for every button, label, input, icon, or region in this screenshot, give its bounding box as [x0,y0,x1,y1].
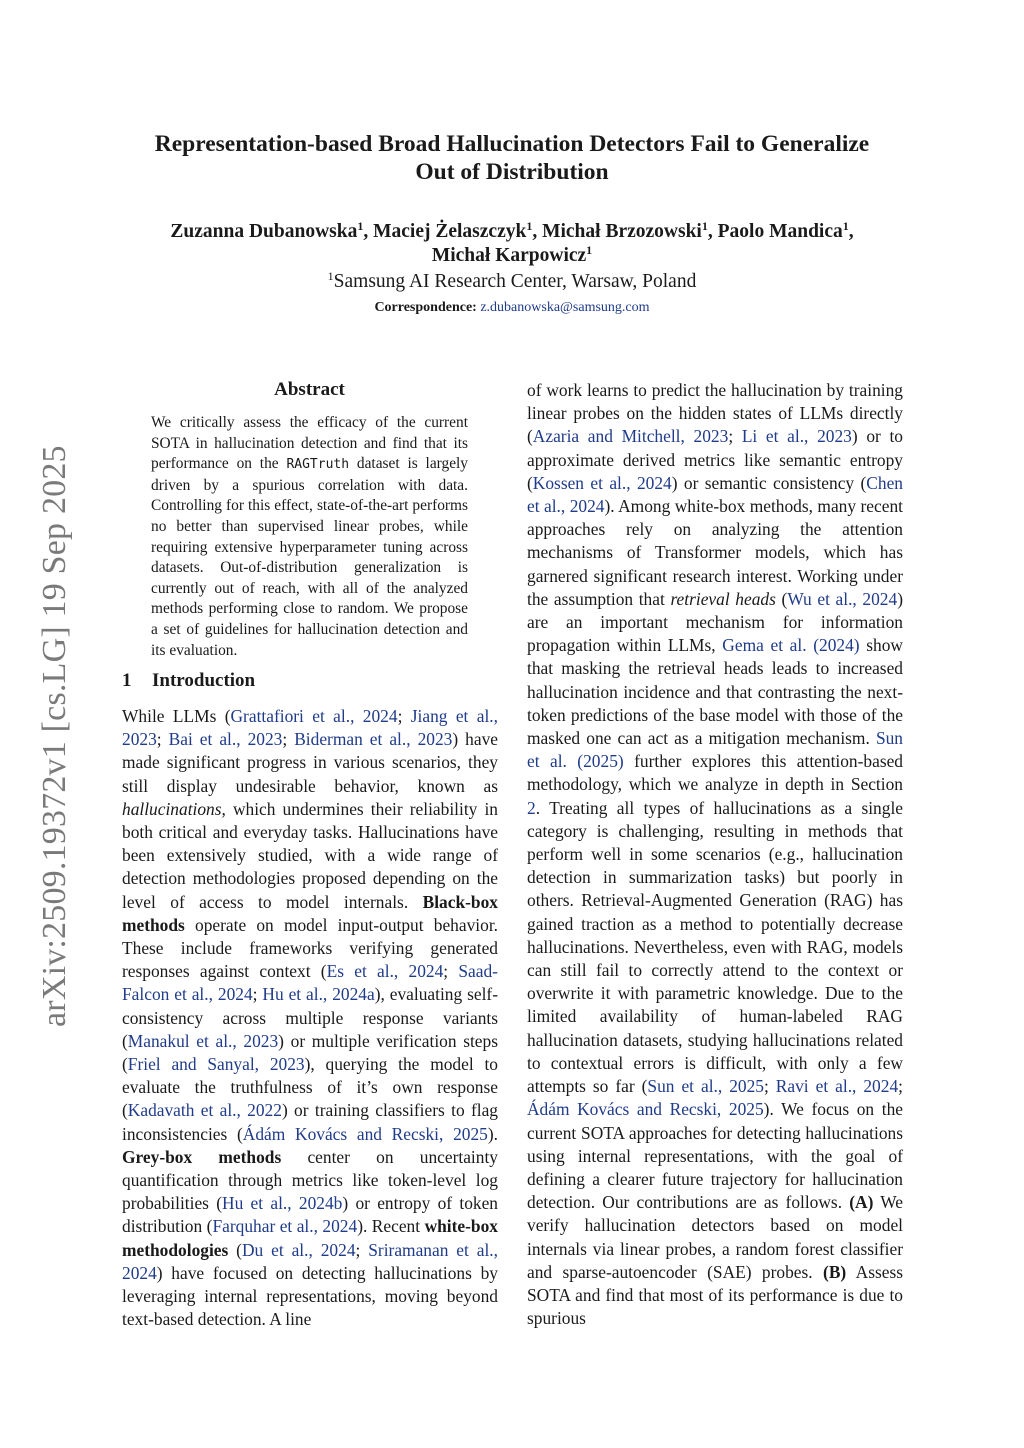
body-text: ; [728,426,742,447]
correspondence [100,298,924,318]
citation-link[interactable]: Farquhar et al., 2024 [212,1216,358,1237]
section-title: Introduction [152,670,256,691]
abstract-text: dataset is largely driven by a spurious correlation with data. Controlling for this effect, state-of-the-art performs no better than supervised linear probes, while requiring extensive hyperparameter tuning across datasets. Out-of-distribution generalization is currently out of reach, with all of the analyzed methods performing close to random. We propose a set of guidelines for hallucination detection and its evaluation. [151,455,468,659]
body-text: ) or to approximate derived metrics like semantic entropy ( [527,426,903,493]
body-text: ). Among white-box methods, many recent approaches rely on analyzing the attention mechanisms of Transformer models, which has garnered significant research interest. Working under the assumption that [527,496,903,609]
intro-right-column [527,379,903,1330]
author-name: Michał Karpowicz [431,245,587,266]
citation-link[interactable]: Wu et al., 2024 [787,588,898,609]
body-text: . Treating all types of hallucinations as a single category is challenging, resulting in methods that perform well in some scenarios (e.g., hallucination detection in summarization tasks) but poorly in others. Retrieval-Augmented Generation (RAG) has gained traction as a method to potentially decrease hallucinations. Nevertheless, even with RAG, models can still fail to correctly attend to the context or overwrite it with parametric knowledge. Due to the limited availability of human-labeled RAG hallucination datasets, studying hallucinations related to contextual errors is difficult, with only a few attempts so far ( [527,797,903,1097]
author-line-1 [100,220,924,244]
body-text: ) or entropy of token distribution ( [122,1193,499,1237]
body-text: ; [355,1239,369,1260]
citation-link[interactable]: Es et al., 2024 [326,961,444,982]
citation-link[interactable]: Sun et al., 2025 [647,1076,764,1097]
author-separator: , [707,221,718,242]
citation-link[interactable]: Saad-Falcon et al., 2024 [122,961,498,1005]
body-text: ) or multiple verification steps ( [122,1030,498,1075]
citation-link[interactable]: 2 [527,797,536,818]
intro-paragraph-left [122,705,498,1331]
citation-link[interactable]: Kossen et al., 2024 [532,472,672,493]
body-text: ), querying the model to evaluate the truthfulness of it’s own response ( [122,1054,498,1121]
citation-link[interactable]: Ravi et al., 2024 [775,1076,899,1097]
citation-link[interactable]: Hu et al., 2024b [222,1193,343,1214]
author-separator: , [363,221,374,242]
body-text: of work learns to predict the hallucination by training linear probes on the hidden states of LLMs directly ( [527,380,903,447]
citation-link[interactable]: Du et al., 2024 [241,1239,356,1260]
body-text: While LLMs ( [122,706,231,726]
citation-link[interactable]: Ádám Kovács and Recski, 2025 [527,1099,764,1120]
abstract-text: We critically assess the efficacy of the current SOTA in hallucination detection and find that its performance on the [151,414,468,473]
citation-link[interactable]: Bai et al., 2023 [168,729,283,750]
body-text: We verify hallucination detectors based on model internals via linear probes, a random forest classifier and sparse-autoencoder (SAE) probes. [527,1192,903,1282]
section-number: 1 [122,670,132,691]
arxiv-identifier [30,430,73,1030]
paper-title [100,130,924,186]
bold-term: white-box methodologies [122,1216,498,1260]
title-line-1: Representation-based Broad Hallucination Detectors Fail to Generalize [154,131,870,157]
body-text: ( [228,1239,242,1260]
italic-term: retrieval heads [670,588,776,609]
body-text: ; [397,706,411,726]
bold-term: Grey-box methods [122,1146,282,1167]
citation-link[interactable]: Sun et al. (2025) [527,728,903,772]
body-text: ; [282,729,295,750]
affiliation-text: Samsung AI Research Center, Warsaw, Poland [333,271,697,292]
arxiv-identifier-text: arXiv:2509.19372v1 [cs.LG] 19 Sep 2025 [36,445,73,1027]
body-text: ), evaluating self-consistency across multiple response variants ( [122,984,499,1051]
abstract-body [151,413,468,661]
author-name: Michał Brzozowski [542,221,702,242]
body-text: ) are an important mechanism for information propagation within LLMs, [527,588,903,656]
citation-link[interactable]: Chen et al., 2024 [527,472,904,517]
citation-link[interactable]: Gema et al. (2024) [722,635,860,656]
intro-paragraph-right [527,379,903,1330]
body-text: show that masking the retrieval heads leads to increased hallucination incidence and that contrasting the next-token predictions of the base model with those of the masked one can act as a mitigation mechanism. [527,635,903,749]
author-affil-mark: 1 [357,219,364,233]
body-text: ( [775,588,788,609]
bold-term: (A) [849,1192,874,1213]
body-text: ) or training classifiers to flag inconsistencies ( [122,1100,498,1144]
body-text: ). Recent [357,1216,425,1237]
body-text: ; [252,984,263,1005]
body-text: Assess SOTA and find that most of its performance is due to spurious [527,1261,903,1329]
citation-link[interactable]: Grattafiori et al., 2024 [230,706,398,726]
body-text: further explores this attention-based methodology, which we analyze in depth in Section [527,751,904,795]
citation-link[interactable]: Kadavath et al., 2022 [127,1100,282,1121]
citation-link[interactable]: Li et al., 2023 [741,426,852,447]
body-text: ). We focus on the current SOTA approaches for detecting hallucinations using internal representations, with the goal of defining a clearer future trajectory for hallucination detection. Our contributions are as follows. [527,1099,903,1213]
citation-link[interactable]: Hu et al., 2024a [262,984,375,1005]
body-text: ) or semantic consistency ( [671,472,867,493]
citation-link[interactable]: Jiang et al., 2023 [122,706,498,750]
abstract-heading: Abstract [274,379,345,400]
correspondence-email-link[interactable]: z.dubanowska@samsung.com [480,300,650,315]
dataset-name: RAGTruth [286,457,350,473]
citation-link[interactable]: Manakul et al., 2023 [127,1030,279,1051]
body-text: ) have focused on detecting hallucinations by leveraging internal representations, moving beyond text-based detection. A line [122,1262,498,1330]
body-text: ; [156,729,169,750]
italic-term: hallucinations [122,798,222,819]
author-affil-mark: 1 [842,219,849,233]
author-name: Zuzanna Dubanowska [170,221,358,242]
body-text: ; [443,961,459,982]
affiliation-mark: 1 [327,269,334,283]
citation-link[interactable]: Sriramanan et al., 2024 [122,1239,499,1283]
body-text: ; [763,1076,776,1097]
affiliation [100,270,924,294]
citation-link[interactable]: Azaria and Mitchell, 2023 [532,426,729,447]
author-affil-mark: 1 [586,243,593,257]
body-text: operate on model input-output behavior. These include frameworks verifying generated responses against context ( [122,914,498,982]
intro-left-column [122,705,498,1331]
section-heading-introduction [122,669,497,693]
body-text: ). [487,1123,498,1144]
citation-link[interactable]: Friel and Sanyal, 2023 [127,1054,305,1075]
body-text: center on uncertainty quantification through metrics like token-level log probabilities ( [122,1146,498,1214]
author-affil-mark: 1 [526,219,533,233]
author-separator: , [848,221,854,242]
author-list [100,220,924,268]
author-name: Paolo Mandica [717,221,843,242]
author-separator: , [532,221,543,242]
author-affil-mark: 1 [701,219,708,233]
author-name: Maciej Żelaszczyk [373,221,527,242]
bold-term: Black-box methods [122,891,498,935]
author-line-2 [100,244,924,268]
body-text: ; [898,1076,903,1097]
title-line-2: Out of Distribution [415,159,609,185]
bold-term: (B) [823,1261,847,1282]
citation-link[interactable]: Biderman et al., 2023 [294,729,453,750]
citation-link[interactable]: Ádám Kovács and Recski, 2025 [242,1123,488,1144]
body-text: ) have made significant progress in various scenarios, they still display undesirable behavior, known as [122,729,498,796]
body-text: , which undermines their reliability in both critical and everyday tasks. Hallucinations have been extensively studied, with a wide range of detection methodologies proposed depending on the level of access to model internals. [122,798,498,912]
correspondence-label: Correspondence: [374,300,477,315]
